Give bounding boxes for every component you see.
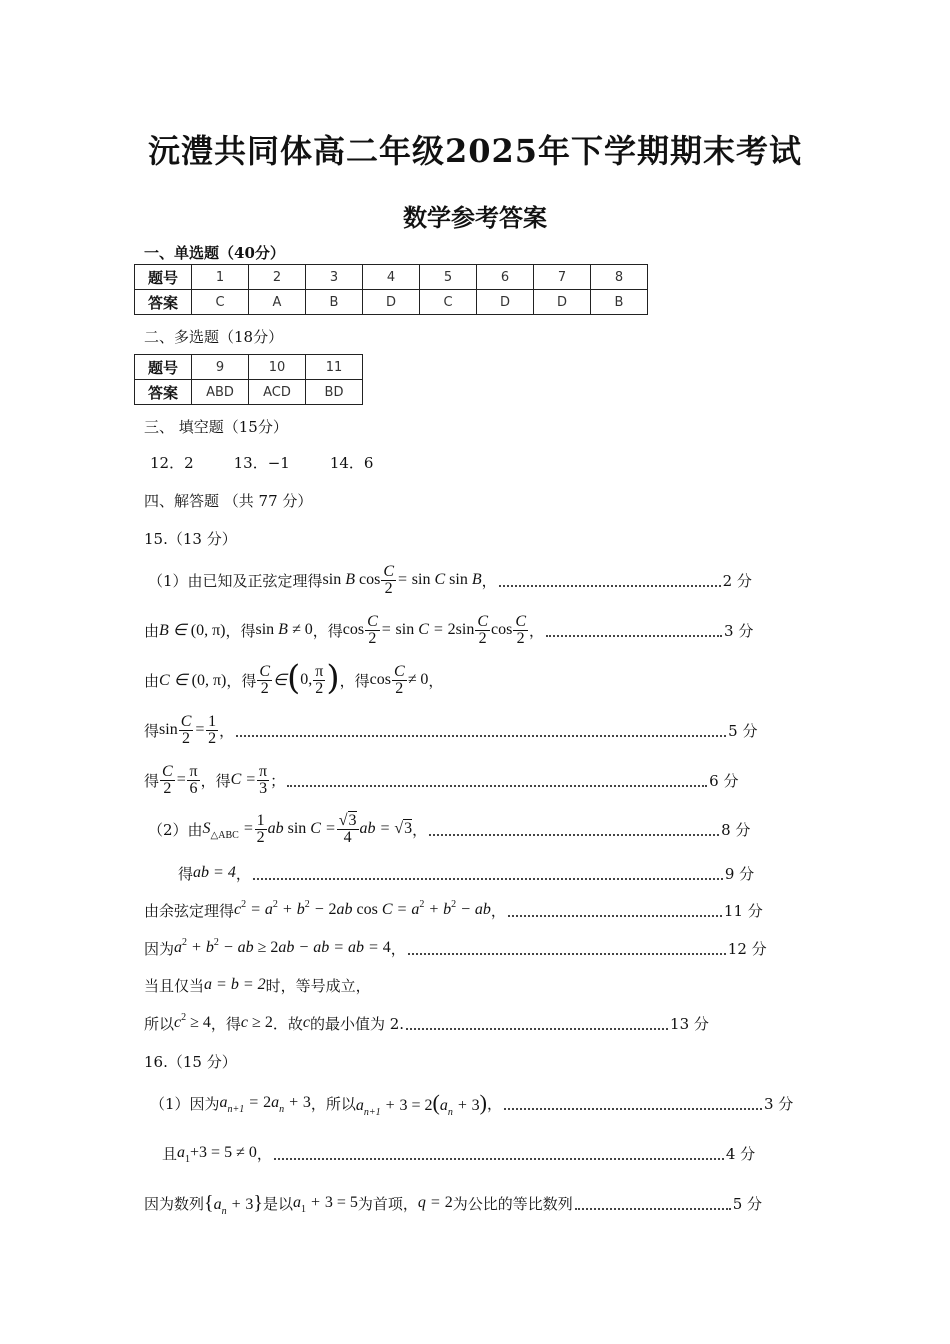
question-number: 6 — [477, 265, 534, 290]
question-number: 9 — [192, 355, 249, 380]
answer-cell: ACD — [249, 380, 306, 405]
q15-line-7: 得 ab = 4 ， 9 分 — [178, 864, 755, 883]
section-multi-choice-heading: 二、多选题（18分） — [144, 328, 284, 346]
row-label: 题号 — [135, 265, 192, 290]
page-title: 沅澧共同体高二年级2025年下学期期末考试 — [147, 132, 803, 170]
fill-answer-12: 12．2 — [150, 454, 194, 472]
q15-line-11: 所以 $c^2 \ge 4$ ，得 c ≥ 2 ．故 c 的最小值为 2. 13 分 — [144, 1012, 709, 1033]
score: 5 分 — [732, 1194, 763, 1213]
table-row — [135, 380, 363, 405]
q15-line-6: （2）由 $S_{\triangle ABC}$ = $\frac{1}{2}$ ab sin C = $\frac{√3}{4}$ ab = √3 ， 8 分 — [148, 811, 751, 846]
page-subtitle: 数学参考答案 — [403, 203, 547, 232]
q16-line-1: （1）因为 $a_{n+1} = 2a_n + 3$ ，所以 $a_{n+1} + 3 = 2(a_n + 3)$ ， 3 分 — [150, 1090, 794, 1118]
answer-cell: C — [420, 290, 477, 315]
section-single-choice-heading: 一、单选题（40分） — [144, 244, 285, 262]
score: 3 分 — [763, 1094, 794, 1113]
fill-answer-13: 13．−1 — [233, 454, 290, 472]
score: 13 分 — [670, 1014, 709, 1033]
question-number: 3 — [306, 265, 363, 290]
score: 8 分 — [721, 820, 751, 839]
q16-line-3: 因为数列 $\{a_n + 3\}$ 是以 $a_1 + 3 = 5$ 为首项， q = 2 为公比的等比数列 5 分 — [144, 1191, 763, 1217]
score: 3 分 — [724, 621, 754, 640]
question-number: 4 — [363, 265, 420, 290]
row-label: 答案 — [135, 380, 192, 405]
answer-cell: A — [249, 290, 306, 315]
score: 9 分 — [724, 864, 755, 883]
q15-line-10: 当且仅当 a = b = 2 时，等号成立， — [144, 976, 371, 995]
score: 11 分 — [723, 901, 763, 920]
fill-blank-answers — [150, 452, 373, 473]
table-row — [135, 355, 363, 380]
answer-cell: D — [477, 290, 534, 315]
answer-cell: BD — [306, 380, 363, 405]
q16-line-2: 且 $a_1+3 = 5 \ne 0$ ， 4 分 — [162, 1144, 756, 1165]
question-number: 8 — [591, 265, 648, 290]
q15-line-3: 由 C ∈ (0, π) ，得 $\frac{C}{2}$ ∈ ( 0, $\frac{\pi}{2}$ ) ，得 cos $\frac{C}{2}$ ≠ 0 ， — [144, 658, 444, 698]
answer-cell: D — [363, 290, 420, 315]
question-number: 5 — [420, 265, 477, 290]
fill-answer-14: 14．6 — [329, 454, 374, 472]
section-fill-blank-heading: 三、 填空题（15分） — [144, 418, 288, 436]
q16-heading: 16.（15 分） — [144, 1053, 237, 1071]
section-solutions-heading: 四、解答题 （共 77 分） — [144, 492, 313, 510]
answer-cell: B — [306, 290, 363, 315]
score: 5 分 — [728, 721, 758, 740]
q15-heading: 15.（13 分） — [144, 530, 237, 548]
q15-line-9: 因为 $a^2 + b^2$ − ab ≥ 2ab − ab = ab = 4 ， 12 分 — [144, 937, 767, 958]
answer-cell: ABD — [192, 380, 249, 405]
score: 12 分 — [727, 939, 767, 958]
row-label: 题号 — [135, 355, 192, 380]
score: 6 分 — [709, 771, 739, 790]
score: 4 分 — [725, 1144, 756, 1163]
question-number: 11 — [306, 355, 363, 380]
row-label: 答案 — [135, 290, 192, 315]
question-number: 7 — [534, 265, 591, 290]
formula: sin B cos — [322, 571, 381, 588]
q15-line-5: 得 $\frac{C}{2}$ = $\frac{\pi}{6}$ ，得 C = $\frac{\pi}{3}$ ； 6 分 — [144, 762, 739, 797]
table-row — [135, 265, 648, 290]
q15-line-8: 由余弦定理得 $c^2 = a^2 + b^2 - 2ab$ $\cos C = a^2 + b^2$ − ab ， 11 分 — [144, 899, 763, 920]
multi-choice-table — [134, 354, 363, 405]
question-number: 2 — [249, 265, 306, 290]
question-number: 1 — [192, 265, 249, 290]
answer-cell: C — [192, 290, 249, 315]
q15-line-4: 得 sin $\frac{C}{2}$ = $\frac{1}{2}$ ， 5 分 — [144, 712, 758, 747]
q15-line-1: （1）由已知及正弦定理得 sin B cos $\frac{C}{2}$ = sin C sin B ， 2 分 — [148, 562, 752, 597]
answer-cell: D — [534, 290, 591, 315]
q15-line-2: 由 B ∈ (0, π) ，得 sin B ≠ 0 ，得 cos $\frac{C}{2}$ = sin C = 2sin $\frac{C}{2}$ cos $\frac{C}{2}$ ， 3 分 — [144, 612, 754, 647]
answer-cell: B — [591, 290, 648, 315]
score: 2 分 — [722, 571, 752, 590]
question-number: 10 — [249, 355, 306, 380]
single-choice-table — [134, 264, 648, 315]
table-row — [135, 290, 648, 315]
